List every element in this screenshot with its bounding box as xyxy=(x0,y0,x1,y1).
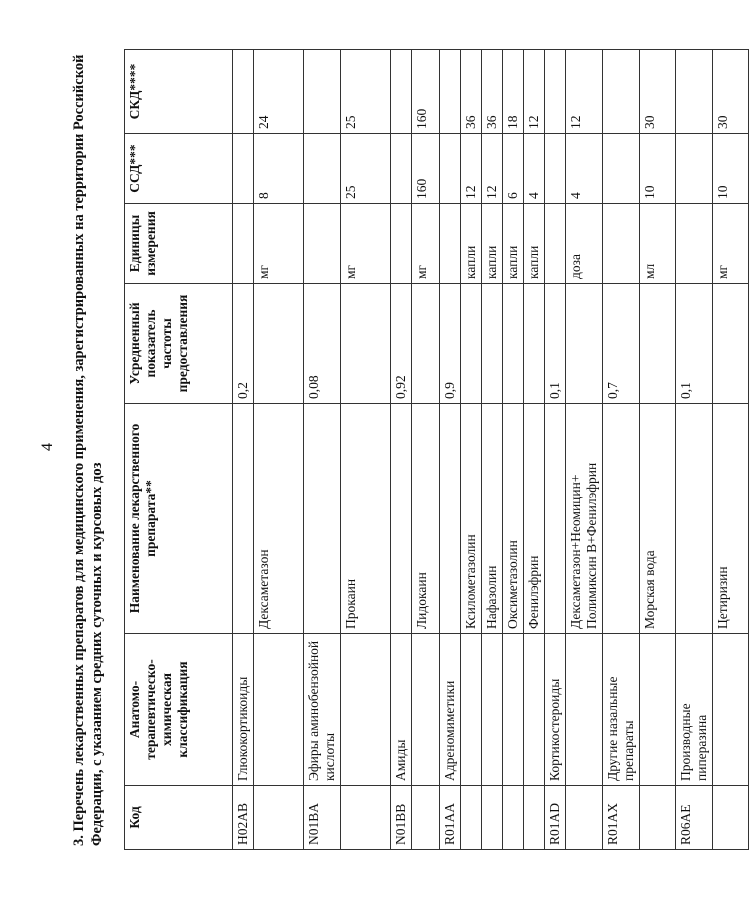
cell-skd xyxy=(304,50,341,134)
cell-code xyxy=(566,786,603,850)
table-header-row xyxy=(125,50,233,850)
cell-frequency xyxy=(254,284,304,404)
table-row xyxy=(461,50,482,850)
cell-ssd: 12 xyxy=(461,134,482,204)
cell-drug-name: Дексаметазон xyxy=(254,404,304,634)
cell-drug-name xyxy=(304,404,341,634)
cell-code xyxy=(341,786,391,850)
cell-code: N01BB xyxy=(391,786,412,850)
cell-ssd: 4 xyxy=(524,134,545,204)
cell-ssd xyxy=(545,134,566,204)
cell-ssd: 25 xyxy=(341,134,391,204)
table-row xyxy=(503,50,524,850)
cell-skd: 30 xyxy=(713,50,749,134)
cell-atc xyxy=(524,634,545,786)
cell-skd xyxy=(603,50,640,134)
cell-units: доза xyxy=(566,204,603,284)
cell-units xyxy=(304,204,341,284)
header-atc: Анатомо-терапевтическо-химическая классификация xyxy=(125,634,233,786)
cell-atc: Производные пиперазина xyxy=(676,634,713,786)
cell-frequency xyxy=(640,284,676,404)
cell-units xyxy=(440,204,461,284)
cell-skd xyxy=(440,50,461,134)
cell-frequency: 0,1 xyxy=(676,284,713,404)
table-row xyxy=(603,50,640,850)
cell-skd xyxy=(676,50,713,134)
page-number: 4 xyxy=(39,443,56,451)
cell-units: мл xyxy=(640,204,676,284)
cell-units: мг xyxy=(341,204,391,284)
cell-drug-name: Цетиризин xyxy=(713,404,749,634)
cell-ssd xyxy=(440,134,461,204)
cell-ssd: 4 xyxy=(566,134,603,204)
cell-skd: 36 xyxy=(461,50,482,134)
cell-units: мг xyxy=(412,204,440,284)
cell-skd: 25 xyxy=(341,50,391,134)
cell-frequency xyxy=(566,284,603,404)
cell-frequency xyxy=(482,284,503,404)
table-row xyxy=(341,50,391,850)
cell-units: мг xyxy=(254,204,304,284)
table-row xyxy=(391,50,412,850)
table-row xyxy=(412,50,440,850)
cell-code xyxy=(524,786,545,850)
cell-units: капли xyxy=(503,204,524,284)
cell-units: мг xyxy=(713,204,749,284)
cell-frequency: 0,7 xyxy=(603,284,640,404)
cell-ssd xyxy=(603,134,640,204)
cell-frequency xyxy=(461,284,482,404)
cell-units xyxy=(545,204,566,284)
cell-code xyxy=(640,786,676,850)
cell-drug-name: Морская вода xyxy=(640,404,676,634)
header-ssd: ССД*** xyxy=(125,134,233,204)
cell-units xyxy=(233,204,254,284)
table-row xyxy=(233,50,254,850)
cell-frequency xyxy=(412,284,440,404)
cell-drug-name: Нафазолин xyxy=(482,404,503,634)
section-heading: 3. Перечень лекарственных препаратов для медицинского применения, зарегистрированных на территории Российской Федерации, с указанием средних суточных и курсовых доз xyxy=(71,54,105,846)
cell-atc xyxy=(461,634,482,786)
cell-skd: 30 xyxy=(640,50,676,134)
cell-skd: 18 xyxy=(503,50,524,134)
cell-drug-name xyxy=(233,404,254,634)
table-row xyxy=(545,50,566,850)
header-drug-name: Наименование лекарственного препарата** xyxy=(125,404,233,634)
cell-ssd: 12 xyxy=(482,134,503,204)
cell-frequency: 0,2 xyxy=(233,284,254,404)
table-row xyxy=(440,50,461,850)
cell-atc: Эфиры аминобензойной кислоты xyxy=(304,634,341,786)
cell-skd xyxy=(391,50,412,134)
cell-units xyxy=(391,204,412,284)
cell-skd: 160 xyxy=(412,50,440,134)
cell-units xyxy=(603,204,640,284)
table-row xyxy=(566,50,603,850)
cell-skd: 24 xyxy=(254,50,304,134)
cell-skd: 12 xyxy=(524,50,545,134)
table-row xyxy=(640,50,676,850)
cell-atc xyxy=(503,634,524,786)
cell-skd xyxy=(233,50,254,134)
cell-code xyxy=(713,786,749,850)
cell-frequency xyxy=(713,284,749,404)
cell-drug-name xyxy=(676,404,713,634)
table-row xyxy=(524,50,545,850)
cell-skd: 36 xyxy=(482,50,503,134)
drug-table xyxy=(124,49,749,850)
cell-atc xyxy=(713,634,749,786)
cell-code: R01AD xyxy=(545,786,566,850)
cell-frequency: 0,08 xyxy=(304,284,341,404)
cell-atc xyxy=(640,634,676,786)
cell-ssd xyxy=(304,134,341,204)
cell-code xyxy=(412,786,440,850)
cell-code: R01AX xyxy=(603,786,640,850)
table-row xyxy=(482,50,503,850)
cell-drug-name: Фенилэфрин xyxy=(524,404,545,634)
header-skd: СКД**** xyxy=(125,50,233,134)
cell-skd: 12 xyxy=(566,50,603,134)
table-row xyxy=(304,50,341,850)
cell-code xyxy=(254,786,304,850)
cell-skd xyxy=(545,50,566,134)
cell-atc xyxy=(254,634,304,786)
cell-units xyxy=(676,204,713,284)
table-row xyxy=(254,50,304,850)
cell-frequency xyxy=(503,284,524,404)
cell-drug-name: Оксиметазолин xyxy=(503,404,524,634)
cell-drug-name xyxy=(545,404,566,634)
cell-code xyxy=(482,786,503,850)
cell-ssd: 160 xyxy=(412,134,440,204)
cell-drug-name xyxy=(440,404,461,634)
cell-drug-name: Дексаметазон+Неомицин+ Полимиксин В+Фенилэфрин xyxy=(566,404,603,634)
cell-ssd xyxy=(391,134,412,204)
cell-atc xyxy=(412,634,440,786)
cell-ssd: 10 xyxy=(713,134,749,204)
table-row xyxy=(676,50,713,850)
header-units: Единицы измерения xyxy=(125,204,233,284)
cell-atc: Другие назальные препараты xyxy=(603,634,640,786)
cell-code xyxy=(503,786,524,850)
cell-code: N01BA xyxy=(304,786,341,850)
header-code: Код xyxy=(125,786,233,850)
header-frequency: Усредненный показатель частоты предоставления xyxy=(125,284,233,404)
cell-atc xyxy=(482,634,503,786)
cell-code: H02AB xyxy=(233,786,254,850)
cell-drug-name xyxy=(603,404,640,634)
cell-atc: Адреномиметики xyxy=(440,634,461,786)
cell-frequency: 0,92 xyxy=(391,284,412,404)
cell-atc xyxy=(566,634,603,786)
cell-drug-name xyxy=(391,404,412,634)
cell-ssd: 6 xyxy=(503,134,524,204)
cell-frequency xyxy=(341,284,391,404)
table-row xyxy=(713,50,749,850)
cell-frequency xyxy=(524,284,545,404)
cell-units: капли xyxy=(524,204,545,284)
table-body xyxy=(233,50,749,850)
cell-frequency: 0,1 xyxy=(545,284,566,404)
cell-units: капли xyxy=(461,204,482,284)
cell-code: R06AE xyxy=(676,786,713,850)
cell-code xyxy=(461,786,482,850)
cell-frequency: 0,9 xyxy=(440,284,461,404)
cell-atc: Кортикостероиды xyxy=(545,634,566,786)
cell-ssd xyxy=(676,134,713,204)
cell-ssd: 10 xyxy=(640,134,676,204)
cell-atc: Глюкокортикоиды xyxy=(233,634,254,786)
cell-atc: Амиды xyxy=(391,634,412,786)
cell-units: капли xyxy=(482,204,503,284)
cell-drug-name: Прокаин xyxy=(341,404,391,634)
document-sheet xyxy=(70,50,730,850)
cell-drug-name: Ксилометазолин xyxy=(461,404,482,634)
cell-code: R01AA xyxy=(440,786,461,850)
cell-ssd: 8 xyxy=(254,134,304,204)
cell-atc xyxy=(341,634,391,786)
cell-drug-name: Лидокаин xyxy=(412,404,440,634)
cell-ssd xyxy=(233,134,254,204)
